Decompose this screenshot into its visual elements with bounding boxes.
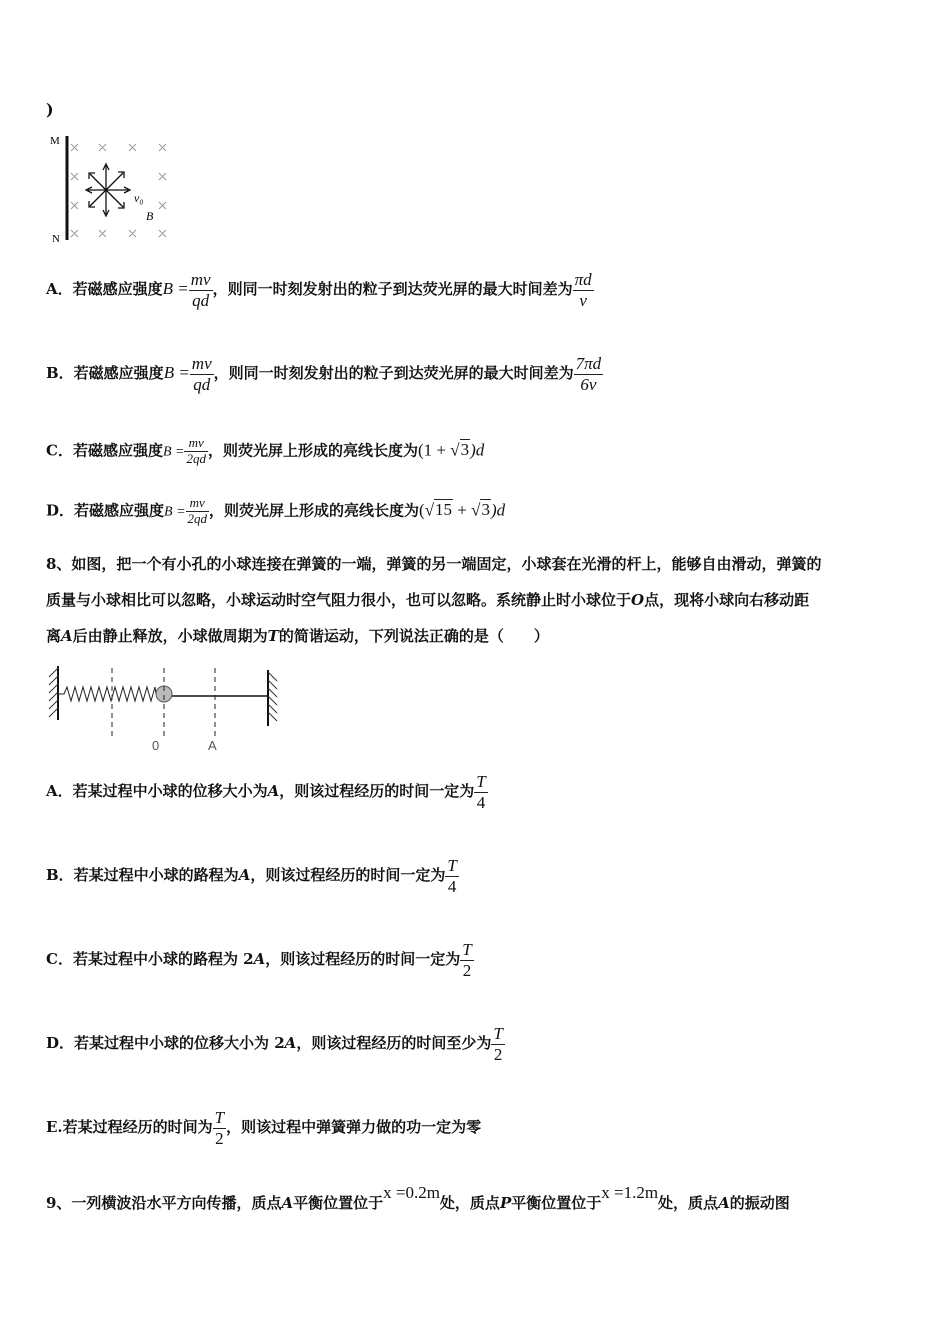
q7-option-b bbox=[46, 354, 603, 394]
q7-d-prefix: D．若磁感应强度 bbox=[46, 501, 165, 520]
q7-b-answer-fraction: $\frac{7\pi d}{6v}$ bbox=[575, 354, 602, 394]
magnetic-field-figure bbox=[46, 130, 186, 250]
spring bbox=[58, 687, 158, 701]
q7-a-eq-lhs: B = bbox=[162, 279, 189, 299]
left-wall bbox=[49, 666, 58, 720]
spring-oscillator-diagram bbox=[44, 660, 294, 760]
q7-b-prefix: B．若磁感应强度 bbox=[46, 364, 164, 383]
q8-c-fraction: $\frac{T}{2}$ bbox=[462, 940, 472, 980]
right-wall bbox=[268, 670, 277, 726]
label-b: B bbox=[146, 209, 154, 223]
q7-b-eq-lhs: B = bbox=[163, 363, 190, 383]
q8-option-e: E.若某过程经历的时间为 $\frac{T}{2}$ ，则该过程中弹簧弹力做的功一定为零 bbox=[46, 1108, 482, 1148]
q7-a-answer-fraction: $\frac{\pi d}{v}$ bbox=[574, 270, 592, 310]
q7-a-prefix: A．若磁感应强度 bbox=[46, 280, 163, 299]
q8-option-c: C．若某过程中小球的路程为 2A，则该过程经历的时间一定为 $\frac{T}{2}$ bbox=[46, 940, 472, 980]
q7-b-mid-text: ，则同一时刻发射出的粒子到达荧光屏的最大时间差为 bbox=[213, 364, 574, 383]
label-m: M bbox=[50, 135, 60, 147]
q7-c-eq-lhs: B = bbox=[162, 444, 185, 460]
q8-option-b: B．若某过程中小球的路程为A，则该过程经历的时间一定为 $\frac{T}{4}$ bbox=[46, 856, 457, 896]
label-v0: v₀ bbox=[134, 191, 144, 205]
q7-c-mid-text: ，则荧光屏上形成的亮线长度为 bbox=[207, 441, 418, 460]
q9-x2: x =1.2m bbox=[601, 1183, 659, 1202]
label-a: A bbox=[208, 738, 217, 753]
q7-a-fraction: $\frac{mv}{qd}$ bbox=[190, 270, 211, 310]
q7-option-c bbox=[46, 436, 484, 467]
q7-d-answer: (√15 + √3)d bbox=[419, 500, 506, 520]
q8-d-fraction: $\frac{T}{2}$ bbox=[493, 1024, 503, 1064]
q7-c-fraction: $\frac{mv}{2qd}$ bbox=[186, 435, 206, 466]
q8-stem-line-1: 8、如图，把一个有小孔的小球连接在弹簧的一端，弹簧的另一端固定，小球套在光滑的杆上，能够自由滑动，弹簧的 bbox=[46, 555, 822, 573]
q7-d-mid-text: ，则荧光屏上形成的亮线长度为 bbox=[209, 501, 420, 520]
q7-c-prefix: C．若磁感应强度 bbox=[46, 441, 163, 460]
q8-stem-line-2: 质量与小球相比可以忽略，小球运动时空气阻力很小，也可以忽略。系统静止时小球位于O点，现将小球向右移动距 bbox=[46, 591, 810, 609]
question-7-paren-close: ) bbox=[46, 100, 54, 119]
q8-option-d: D．若某过程中小球的位移大小为 2A，则该过程经历的时间至少为 $\frac{T}{2}$ bbox=[46, 1024, 503, 1064]
spring-oscillator-figure bbox=[44, 660, 294, 760]
q8-option-a: A．若某过程中小球的位移大小为A，则该过程经历的时间一定为 $\frac{T}{4}$ bbox=[46, 772, 486, 812]
q7-d-fraction: $\frac{mv}{2qd}$ bbox=[187, 495, 208, 526]
q8-e-fraction: $\frac{T}{2}$ bbox=[214, 1108, 225, 1148]
q9-x1: x =0.2m bbox=[383, 1183, 440, 1202]
q7-b-fraction: $\frac{mv}{qd}$ bbox=[191, 354, 212, 394]
q9-stem: 9、一列横波沿水平方向传播，质点A平衡位置位于x =0.2m处，质点P平衡位置位于x =1.2m处，质点A的振动图 bbox=[46, 1183, 790, 1212]
label-o: 0 bbox=[152, 738, 160, 753]
q8-stem-line-3: 离A后由静止释放，小球做周期为T的简谐运动，下列说法正确的是（ ） bbox=[46, 627, 549, 645]
q8-a-fraction: $\frac{T}{4}$ bbox=[476, 772, 486, 812]
q7-option-a bbox=[46, 270, 594, 310]
magnetic-field-diagram bbox=[46, 130, 186, 250]
q8-b-fraction: $\frac{T}{4}$ bbox=[447, 856, 457, 896]
label-n: N bbox=[52, 233, 60, 245]
q7-c-answer: (1 + √3)d bbox=[417, 440, 485, 460]
q7-a-mid-text: ，则同一时刻发射出的粒子到达荧光屏的最大时间差为 bbox=[212, 280, 573, 299]
velocity-arrows bbox=[86, 164, 130, 216]
q7-d-eq-lhs: B = bbox=[164, 504, 186, 520]
q7-option-d bbox=[46, 496, 505, 527]
q8-stem bbox=[46, 546, 908, 654]
